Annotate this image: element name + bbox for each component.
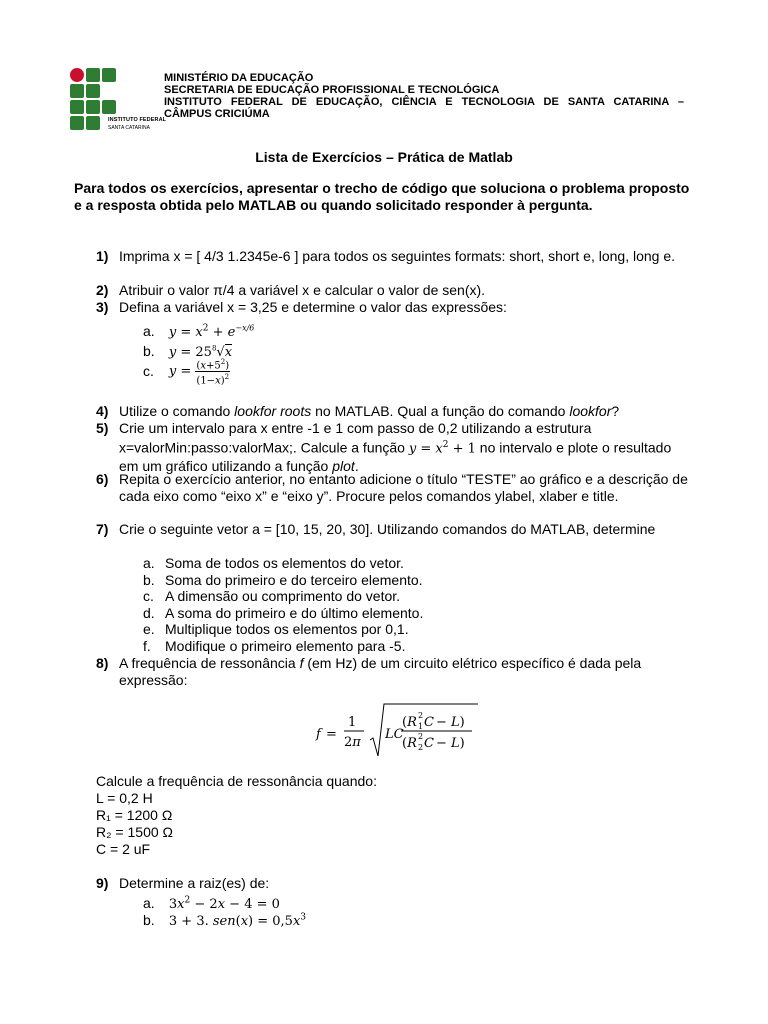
q7-item: d. A soma do primeiro e do último elemento. [143, 605, 424, 621]
q7-item: e. Multiplique todos os elementos por 0,1. [143, 621, 409, 637]
svg-text:− L): − L) [436, 736, 465, 751]
formula-a: $y = x^2 + e^{-x/6}$ [168, 323, 255, 340]
question-number: 1) [96, 248, 109, 264]
calc-L: L = 0,2 H [96, 790, 153, 806]
svg-text:C: C [424, 736, 434, 751]
svg-text:LC: LC [385, 727, 404, 742]
question-2 [74, 282, 694, 299]
question-number: 2) [96, 282, 109, 298]
question-5 [74, 420, 694, 475]
svg-text:f: f [316, 727, 321, 742]
formula-b: $y = 25^8√x$ [168, 344, 233, 360]
question-text: Imprima x = [ 4/3 1.2345e-6 ] para todos os seguintes formats: short, short e, long, long e. [119, 248, 676, 264]
q9-item-b: b. 3 + 3. $sen(x) = 0,5x^3$ [143, 911, 307, 929]
q9-item-a: a. $3x^2 - 2x - 4 = 0$ [143, 894, 280, 912]
question-number: 5) [96, 420, 109, 436]
calc-intro: Calcule a frequência de ressonância quando: [96, 773, 377, 789]
logo-red-circle [70, 68, 84, 82]
q7-item: b. Soma do primeiro e do terceiro elemento. [143, 572, 423, 588]
document-header [164, 72, 684, 120]
question-number: 9) [96, 875, 109, 891]
question-8 [74, 655, 694, 689]
equation-b: 3 + 3. $sen(x) = 0,5x^3$ [168, 912, 307, 929]
question-number: 6) [96, 471, 109, 487]
institution-logo [70, 68, 167, 132]
q3-item-a: a. $y = x^2 + e^{-x/6}$ [143, 322, 255, 340]
svg-text:2π: 2π [344, 735, 361, 750]
question-7 [74, 521, 694, 538]
question-4 [74, 403, 694, 420]
q3-item-c: c. y = $\frac{(x+5^2)}{(1-x)^2}$ [143, 358, 230, 387]
svg-text:1: 1 [348, 715, 357, 730]
q3-item-b: b. $y = 25^8√x$ [143, 342, 233, 360]
question-9 [74, 875, 694, 892]
header-line-1: MINISTÉRIO DA EDUCAÇÃO [164, 72, 314, 84]
svg-text:2: 2 [418, 743, 424, 752]
svg-text:1: 1 [418, 722, 424, 731]
intro-paragraph: Para todos os exercícios, apresentar o trecho de código que soluciona o problema proposto e a resposta obtida pelo MATLAB ou quando solicitado responder à pergunta. [74, 180, 690, 213]
svg-text:C: C [424, 715, 434, 730]
q7-item: a. Soma de todos os elementos do vetor. [143, 555, 404, 571]
svg-text:=: = [326, 727, 337, 742]
question-number: 8) [96, 655, 109, 671]
page-title: Lista de Exercícios – Prática de Matlab [255, 149, 513, 165]
q7-item: c. A dimensão ou comprimento do vetor. [143, 588, 401, 604]
question-text: Crie um intervalo para x entre -1 e 1 com passo de 0,2 utilizando a estrutura x=valorMin:passo:valorMax;. Calcule a função $y = x^2 + 1$ no intervalo e plote o resultado em um gráfico utilizando a função plot. [119, 420, 672, 474]
question-text: Atribuir o valor π/4 a variável x e calcular o valor de sen(x). [119, 282, 486, 298]
calc-R2: R₂ = 1500 Ω [96, 824, 173, 840]
svg-text:(R: (R [402, 736, 417, 751]
question-text: Crie o seguinte vetor a = [10, 15, 20, 30]. Utilizando comandos do MATLAB, determine [119, 521, 656, 537]
header-line-4: CÂMPUS CRICIÚMA [164, 108, 270, 120]
svg-text:2: 2 [418, 711, 424, 720]
resonance-frequency-formula [312, 702, 482, 760]
question-number: 7) [96, 521, 109, 537]
logo-text-line2: SANTA CATARINA [108, 125, 150, 131]
question-3 [74, 299, 694, 316]
question-6 [74, 471, 694, 505]
calc-R1: R₁ = 1200 Ω [96, 807, 173, 823]
calc-C: C = 2 uF [96, 841, 151, 857]
svg-text:(R: (R [402, 715, 417, 730]
question-text: Repita o exercício anterior, no entanto adicione o título “TESTE” ao gráfico e a descrição de cada eixo como “eixo x” e “eixo y”. Procure pelos comandos ylabel, xlaber e title. [119, 471, 688, 504]
header-line-3: INSTITUTO FEDERAL DE EDUCAÇÃO, CIÊNCIA E TECNOLOGIA DE SANTA CATARINA – [164, 96, 684, 108]
question-number: 4) [96, 403, 109, 419]
formula-c: y = $\frac{(x+5^2)}{(1-x)^2}$ [168, 358, 230, 387]
q7-item: f. Modifique o primeiro elemento para -5. [143, 638, 406, 654]
question-text: Defina a variável x = 3,25 e determine o valor das expressões: [119, 299, 507, 315]
question-text: A frequência de ressonância f (em Hz) de um circuito elétrico específico é dada pela expressão: [119, 655, 642, 688]
question-text: Utilize o comando lookfor roots no MATLAB. Qual a função do comando lookfor? [119, 403, 620, 419]
question-number: 3) [96, 299, 109, 315]
header-line-2: SECRETARIA DE EDUCAÇÃO PROFISSIONAL E TECNOLÓGICA [164, 84, 500, 96]
logo-text-line1: INSTITUTO FEDERAL [108, 117, 167, 123]
svg-text:2: 2 [418, 732, 424, 741]
question-text: Determine a raiz(es) de: [119, 875, 270, 891]
question-1 [74, 248, 694, 265]
equation-a: $3x^2 - 2x - 4 = 0$ [168, 895, 280, 912]
svg-text:− L): − L) [436, 715, 465, 730]
